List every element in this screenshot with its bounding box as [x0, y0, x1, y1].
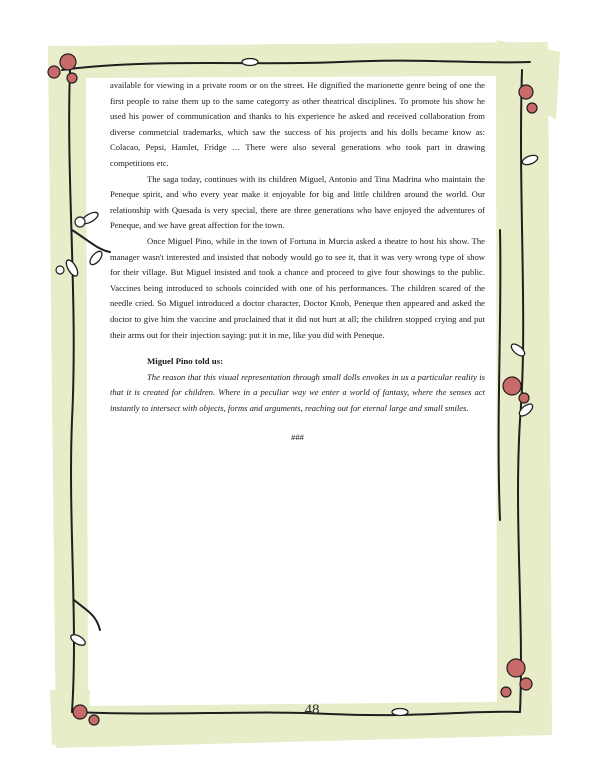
end-mark: ### [291, 432, 304, 443]
leaf-icon [392, 709, 408, 716]
leaf-icon [242, 59, 258, 66]
paragraph-2: The saga today, continues with its children Miguel, Antonio and Tina Madrina who maintain the Peneque spirit, and who every year make it enjoyable for big and little children around the world. Our relationship with Quesada is very special, there are three generations who have enjoyed the adventures of Peneque, and we have great affection for the town. [110, 173, 485, 231]
paragraph-1: available for viewing in a private room or on the street. He dignified the marionette genre being of one the first people to raise them up to the same categorry as other theatrical disciplines. To promote his show he used his power of communication and thanks to his experience he asked and received collaboration from diverse commetcial trademarks, which saw the success of his projects and his dolls became know as: Colacao, Pepsi, Hamlet, Fridge … There were also several generations who took part in drawing competitions etc. [110, 80, 485, 168]
section-heading: Miguel Pino told us: [147, 356, 224, 367]
rose-bud-icon [75, 217, 85, 227]
paragraph-3: Once Miguel Pino, while in the town of Fortuna in Murcia asked a theatre to host his show. The manager wasn't interested and insisted that nobody would go to see it, that it was very wrong type of show for their village. But Miguel insisted and took a chance and proceed to give four showings to the public. Vaccines being introduced to schools coincided with one of his performances. The children scared of the needle cried. So Miguel introduced a doctor character, Doctor Knob, Peneque then appeared and asked the doctor to give him the vaccine and proclained that it did not hurt at all; the children stopped crying and put their arms out for their injection saying: put it in me, like you did with Peneque. [110, 235, 485, 340]
page-number: 48 [304, 702, 320, 718]
leaf-icon [88, 249, 104, 266]
body-text [110, 78, 485, 446]
quote-paragraph: The reason that this visual representation through small dolls envokes in us a particular reality is that it is created for children. Where in a peculiar way we enter a world of fantasy, where the senses act instantly to intersect with objects, forms and arguments, reaching out for eternal large and small smiles. [110, 371, 485, 413]
rose-bud-icon [56, 266, 64, 274]
